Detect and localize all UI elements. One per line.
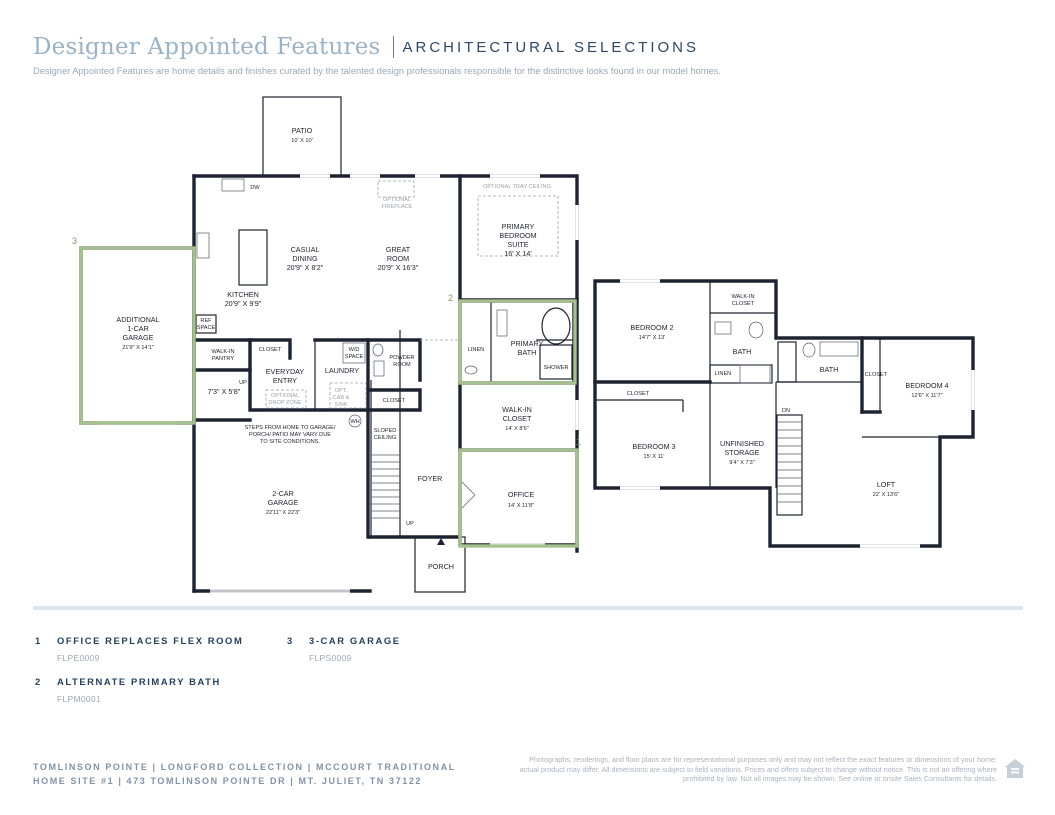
room-label-primary-2: BEDROOM — [499, 231, 537, 240]
room-dim-2car-garage: 22'11" X 22'3" — [265, 510, 301, 516]
ref-space-label: REF — [200, 318, 212, 324]
highlight-number-garage: 3 — [72, 236, 78, 246]
room-label-patio: PATIO — [291, 126, 313, 135]
room-dim-great-room: 20'9" X 16'3" — [377, 263, 419, 272]
dn-label: DN — [781, 408, 791, 414]
powder-label-2: ROOM — [393, 362, 411, 368]
footer-community-info — [33, 760, 456, 788]
room-dim-patio: 10' X 10' — [291, 138, 313, 144]
up-label-foyer: UP — [406, 521, 414, 527]
room-dim-storage: 9'4" X 7'3" — [729, 460, 755, 466]
room-label-add-garage-3: GARAGE — [122, 333, 154, 342]
linen-label-upper: LINEN — [714, 371, 732, 377]
room-dim-bedroom2: 14'7" X 13' — [638, 335, 666, 341]
cab-sink-label-2: CAB & — [332, 395, 350, 401]
room-label-bedroom3: BEDROOM 3 — [632, 442, 676, 451]
footer-line-1: TOMLINSON POINTE | LONGFORD COLLECTION | MCCOURT TRADITIONAL — [33, 762, 456, 772]
mudroom-dim: 7'3" X 5'8" — [207, 387, 241, 396]
dw-label: DW — [250, 185, 260, 191]
room-label-porch: PORCH — [428, 562, 454, 571]
bath-label-2: BATH — [819, 365, 839, 374]
highlight-number-bath: 2 — [448, 293, 454, 303]
drop-zone-label-2: DROP ZONE — [268, 400, 302, 406]
room-dim-bedroom4: 12'6" X 11'7" — [911, 393, 943, 399]
footer-disclaimer: Photographs, renderings, and floor plans are for representational purposes only and may not reflect the exact features or dimensions of your home; actual product may differ. All dimensions are subject to field variations. Prices and offers subject to change without notice. This is not an offering where prohibited by law. Not all images may be shown. See online or onsite Sales Consultants for details. — [519, 755, 997, 784]
room-label-2car-garage-2: GARAGE — [267, 498, 299, 507]
highlight-number-office: 1 — [576, 437, 582, 447]
equal-housing-opportunity-icon — [1003, 757, 1027, 781]
feature-title: ALTERNATE PRIMARY BATH — [57, 676, 221, 687]
section-divider — [33, 606, 1023, 610]
steps-note-2: PORCH/ PATIO MAY VARY DUE — [249, 432, 331, 438]
room-dim-walk-in-closet: 14' X 8'6" — [505, 426, 529, 432]
closet-label-bed4: CLOSET — [864, 372, 888, 378]
patio — [263, 97, 341, 176]
ref-space-label-2: SPACE — [196, 325, 216, 331]
wh-label: WH — [350, 419, 360, 425]
room-label-storage-2: STORAGE — [724, 448, 760, 457]
wd-space-label: W/D — [348, 347, 360, 353]
feature-number: 1 — [35, 635, 42, 646]
feature-item-1 — [35, 635, 243, 663]
tray-ceiling-label: OPTIONAL TRAY CEILING — [483, 184, 551, 190]
feature-item-2 — [35, 676, 221, 704]
shower-label: SHOWER — [543, 365, 569, 371]
room-label-primary-bath-2: BATH — [517, 348, 537, 357]
room-dim-bedroom3: 15' X 11' — [643, 454, 665, 460]
feature-title: OFFICE REPLACES FLEX ROOM — [57, 635, 244, 646]
room-label-storage: UNFINISHED — [720, 439, 764, 448]
room-label-office: OFFICE — [507, 490, 535, 499]
room-label-walk-in-closet: WALK-IN — [502, 405, 532, 414]
room-labels — [116, 126, 948, 571]
steps-note-3: TO SITE CONDITIONS. — [260, 439, 320, 445]
room-dim-kitchen: 20'9" X 9'9" — [224, 299, 262, 308]
room-label-everyday-entry-2: ENTRY — [272, 376, 298, 385]
sloped-ceiling-label: SLOPED — [373, 428, 397, 434]
cab-sink-label-3: SINK — [334, 402, 348, 408]
room-label-everyday-entry: EVERYDAY — [265, 367, 305, 376]
room-label-primary-3: SUITE — [507, 240, 529, 249]
wd-space-label-2: SPACE — [344, 354, 364, 360]
feature-code: FLPM0001 — [57, 694, 101, 704]
feature-code: FLPE0009 — [57, 653, 100, 663]
bath-label-1: BATH — [732, 347, 752, 356]
closet-label-entry: CLOSET — [258, 347, 282, 353]
room-label-great-room-2: ROOM — [386, 254, 410, 263]
up-label-mud: UP — [239, 380, 247, 386]
feature-number: 3 — [287, 635, 294, 646]
closet-label-bed3: CLOSET — [626, 391, 650, 397]
room-label-casual-dining: CASUAL — [290, 245, 320, 254]
sloped-ceiling-label-2: CEILING — [373, 435, 397, 441]
feature-code: FLPS0009 — [309, 653, 352, 663]
fireplace-label: OPTIONAL — [382, 197, 412, 203]
room-label-loft: LOFT — [876, 480, 896, 489]
room-label-add-garage: ADDITIONAL — [116, 315, 160, 324]
feature-title: 3-CAR GARAGE — [309, 635, 401, 646]
room-label-2car-garage: 2-CAR — [272, 489, 294, 498]
small-labels — [197, 184, 888, 527]
page-title: Designer Appointed Features — [33, 34, 381, 60]
pantry-label-2: PANTRY — [211, 356, 235, 362]
powder-label: POWDER — [389, 355, 415, 361]
fireplace-label-2: FIREPLACE — [381, 204, 413, 210]
room-dim-office: 14' X 11'8" — [507, 503, 535, 509]
room-label-primary: PRIMARY — [501, 222, 535, 231]
room-dim-loft: 22' X 13'6" — [872, 492, 900, 498]
cab-sink-label: OPT. — [334, 388, 348, 394]
room-label-casual-dining-2: DINING — [292, 254, 318, 263]
room-dim-casual-dining: 20'9" X 8'2" — [286, 263, 324, 272]
room-label-foyer: FOYER — [417, 474, 443, 483]
page-description: Designer Appointed Features are home details and finishes curated by the talented design professionals responsible for the distinctive looks found in our model homes. — [33, 66, 721, 76]
room-label-add-garage-2: 1-CAR — [127, 324, 149, 333]
linen-label: LINEN — [467, 347, 485, 353]
upper-walkin-label-2: CLOSET — [731, 301, 755, 307]
room-dim-primary: 16' X 14' — [504, 249, 532, 258]
feature-item-3 — [287, 635, 401, 663]
upper-walkin-label: WALK-IN — [731, 294, 755, 300]
room-label-great-room: GREAT — [385, 245, 411, 254]
room-label-bedroom4: BEDROOM 4 — [905, 381, 949, 390]
laundry-label: LAUNDRY — [324, 366, 360, 375]
room-label-walk-in-closet-2: CLOSET — [502, 414, 532, 423]
first-floor — [81, 97, 577, 592]
footer-line-2: HOME SITE #1 | 473 TOMLINSON POINTE DR | MT. JULIET, TN 37122 — [33, 776, 423, 786]
room-label-kitchen: KITCHEN — [227, 290, 259, 299]
drop-zone-label: OPTIONAL — [270, 393, 300, 399]
pantry-label: WALK-IN — [211, 349, 235, 355]
page-section-title: ARCHITECTURAL SELECTIONS — [402, 38, 699, 56]
room-label-primary-bath: PRIMARY — [510, 339, 544, 348]
feature-number: 2 — [35, 676, 42, 687]
closet-label-foyer: CLOSET — [382, 398, 406, 404]
room-dim-add-garage: 21'9" X 14'1" — [122, 345, 154, 351]
room-label-bedroom2: BEDROOM 2 — [630, 323, 674, 332]
steps-note: STEPS FROM HOME TO GARAGE/ — [244, 425, 336, 431]
